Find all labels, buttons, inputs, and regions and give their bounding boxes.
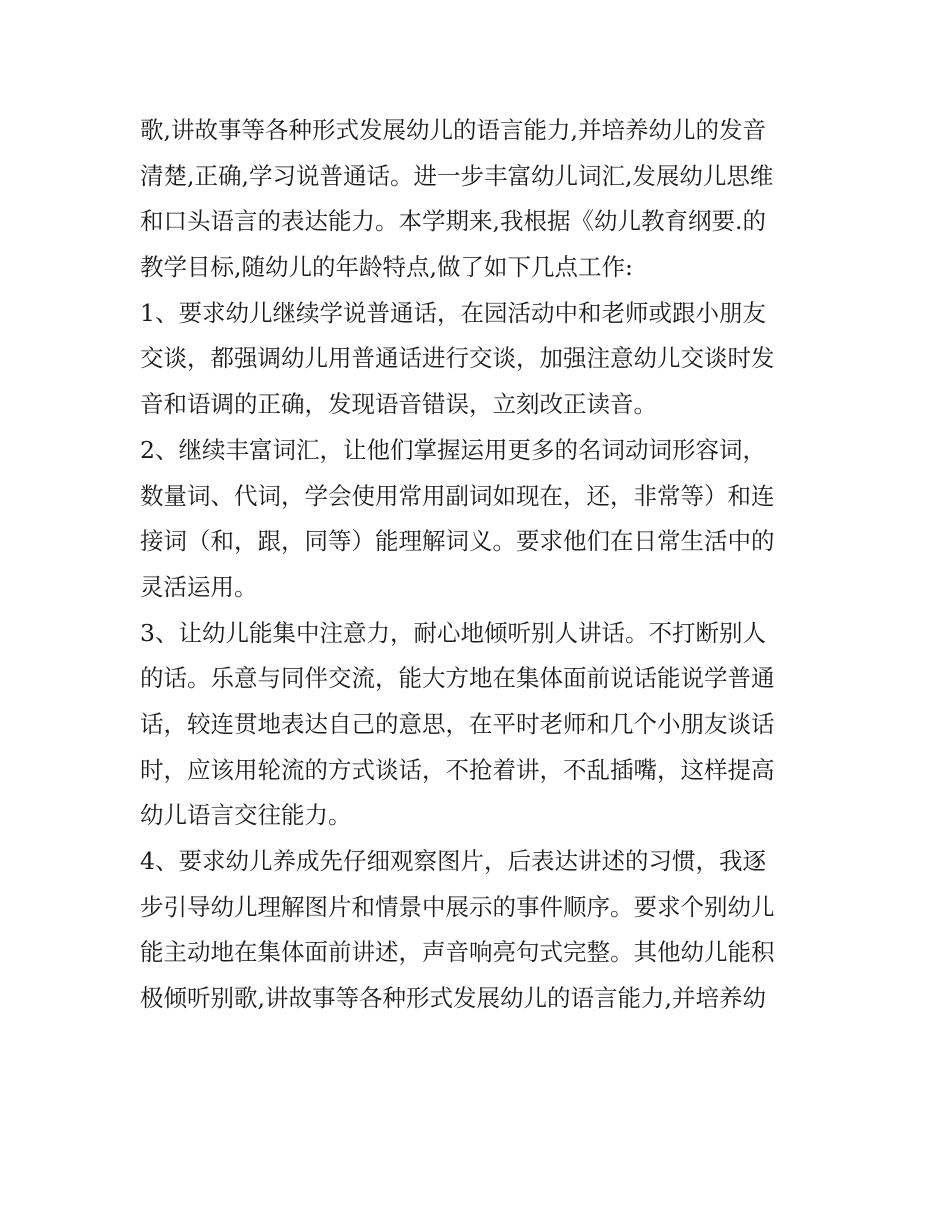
text-line: 能主动地在集体面前讲述，声音响亮句式完整。其他幼儿能积	[140, 938, 775, 967]
text-line: 数量词、代词，学会使用常用副词如现在，还，非常等）和连	[140, 481, 775, 510]
text-line: 的话。乐意与同伴交流，能大方地在集体面前说话能说学普通	[140, 664, 775, 693]
text-line: 交谈，都强调幼儿用普通话进行交谈，加强注意幼儿交谈时发	[140, 344, 775, 373]
text-line: 时，应该用轮流的方式谈话，不抢着讲，不乱插嘴，这样提高	[140, 755, 775, 784]
text-line: 和口头语言的表达能力。本学期来,我根据《幼儿教育纲要.的	[140, 207, 766, 236]
text-line: 接词（和，跟，同等）能理解词义。要求他们在日常生活中的	[140, 527, 775, 556]
text-line: 清楚,正确,学习说普通话。进一步丰富幼儿词汇,发展幼儿思维	[140, 161, 774, 190]
text-line: 歌,讲故事等各种形式发展幼儿的语言能力,并培养幼儿的发音	[140, 116, 766, 144]
text-line: 教学目标,随幼儿的年龄特点,做了如下几点工作:	[140, 253, 633, 282]
text-line: 2、继续丰富词汇，让他们掌握运用更多的名词动词形容词，	[140, 435, 766, 464]
text-line: 步引导幼儿理解图片和情景中展示的事件顺序。要求个别幼儿	[140, 892, 775, 921]
body-text	[140, 108, 830, 1022]
text-line: 极倾听别歌,讲故事等各种形式发展幼儿的语言能力,并培养幼	[140, 984, 766, 1013]
text-line: 3、让幼儿能集中注意力，耐心地倾听别人讲话。不打断别人	[140, 618, 766, 647]
text-line: 4、要求幼儿养成先仔细观察图片，后表达讲述的习惯，我逐	[140, 847, 766, 875]
text-line: 音和语调的正确，发现语音错误，立刻改正读音。	[140, 390, 657, 419]
text-line: 话，较连贯地表达自己的意思，在平时老师和几个小朋友谈话	[140, 709, 775, 738]
text-line: 1、要求幼儿继续学说普通话，在园活动中和老师或跟小朋友	[140, 298, 766, 327]
text-line: 幼儿语言交往能力。	[140, 801, 352, 830]
text-line: 灵活运用。	[140, 572, 258, 601]
